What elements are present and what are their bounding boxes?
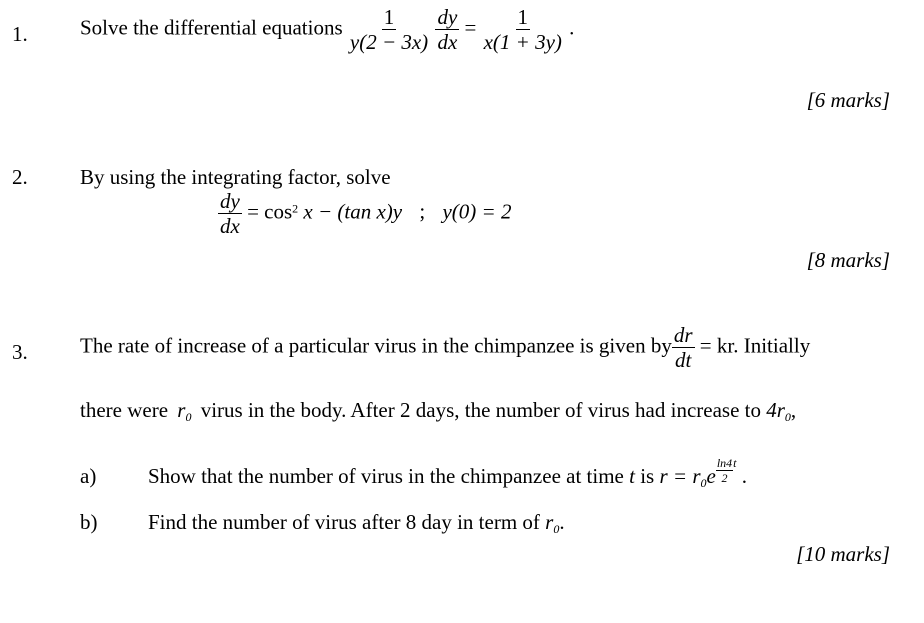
- q3-derivative: [672, 324, 695, 371]
- q2-derivative: [218, 190, 242, 237]
- q1-lhs-num2: dy: [437, 5, 458, 29]
- q3a-t: t: [629, 464, 635, 488]
- q3-marks: [10 marks]: [796, 542, 890, 566]
- q3-deriv-num: dr: [673, 323, 693, 347]
- q2-text: By using the integrating factor, solve: [80, 165, 391, 189]
- q3-line2: [80, 398, 796, 425]
- q3a-exp-den: 2: [721, 471, 728, 485]
- q3a-exp-t: t: [733, 456, 737, 470]
- q1-lhs-fraction-2: [435, 6, 459, 53]
- q1-lhs-den2: dx: [437, 30, 458, 55]
- q3-line2-text-a: there were: [80, 398, 169, 422]
- q1-number: 1.: [12, 22, 28, 46]
- q3-4r0-sub: 0: [784, 410, 791, 424]
- q3-line1-end: = kr. Initially: [699, 333, 811, 358]
- q3b-line: [148, 510, 565, 537]
- q3a-is: is: [640, 464, 655, 488]
- q3b-label: b): [80, 510, 98, 534]
- q1-rhs-den: x(1 + 3y): [483, 30, 562, 55]
- q2-condition: y(0) = 2: [442, 199, 512, 224]
- q2-deriv-num: dy: [220, 189, 240, 213]
- q1-lhs-den1: y(2 − 3x): [349, 30, 429, 55]
- q3-r0-sub: 0: [185, 410, 192, 424]
- q3-line2-end: ,: [790, 398, 797, 422]
- q1-end: .: [569, 15, 575, 40]
- q3b-end: .: [559, 510, 565, 534]
- q2-marks: [8 marks]: [806, 248, 890, 272]
- q2-rhs-sup: 2: [292, 201, 299, 216]
- q3b-r-sub: 0: [553, 522, 560, 536]
- q1-equals: =: [464, 15, 477, 40]
- q3a-text: Show that the number of virus in the chimpanzee at time: [148, 464, 624, 488]
- q3-r0-base: r: [177, 398, 186, 422]
- q3-number: 3.: [12, 340, 28, 364]
- q3-deriv-den: dt: [675, 348, 692, 373]
- q1-text: Solve the differential equations: [80, 15, 343, 40]
- q3a-label: a): [80, 464, 97, 488]
- q2-equation: [218, 190, 511, 237]
- q3a-r: r = r: [659, 464, 701, 488]
- q3-line1-text: The rate of increase of a particular virus in the chimpanzee is given by: [80, 333, 672, 358]
- q2-deriv-den: dx: [220, 214, 240, 239]
- q3-r0: [177, 398, 191, 422]
- q1-lhs-num1: 1: [383, 5, 395, 29]
- q3a-exponent: [716, 457, 733, 484]
- q1-rhs-num: 1: [517, 5, 529, 29]
- q3-4r0-base: 4r: [766, 398, 785, 422]
- q2-rhs-b: x − (tan x)y: [298, 199, 403, 224]
- q1-rhs-fraction: [482, 6, 564, 53]
- q2-number: 2.: [12, 165, 28, 189]
- q2-rhs-a: = cos: [247, 199, 293, 224]
- q3a-line: [148, 456, 748, 500]
- q3a-end: .: [741, 464, 748, 488]
- q3-line1: [80, 324, 810, 371]
- q2-separator: ;: [419, 199, 426, 224]
- q3b-r: r: [545, 510, 554, 534]
- q1-marks: [6 marks]: [806, 88, 890, 112]
- q3a-exp-num: ln4: [716, 456, 733, 470]
- q1-line: [80, 6, 574, 53]
- q3a-formula: [659, 456, 737, 490]
- q3-4r0: [766, 398, 791, 422]
- q3a-r-sub: 0: [700, 476, 707, 490]
- q1-lhs-fraction-1: [348, 6, 430, 53]
- q3b-r0: [545, 510, 559, 534]
- q3-line2-text-b: virus in the body. After 2 days, the number of virus had increase to: [200, 398, 761, 422]
- q3a-e: e: [706, 464, 716, 488]
- q3b-text: Find the number of virus after 8 day in term of: [148, 510, 540, 534]
